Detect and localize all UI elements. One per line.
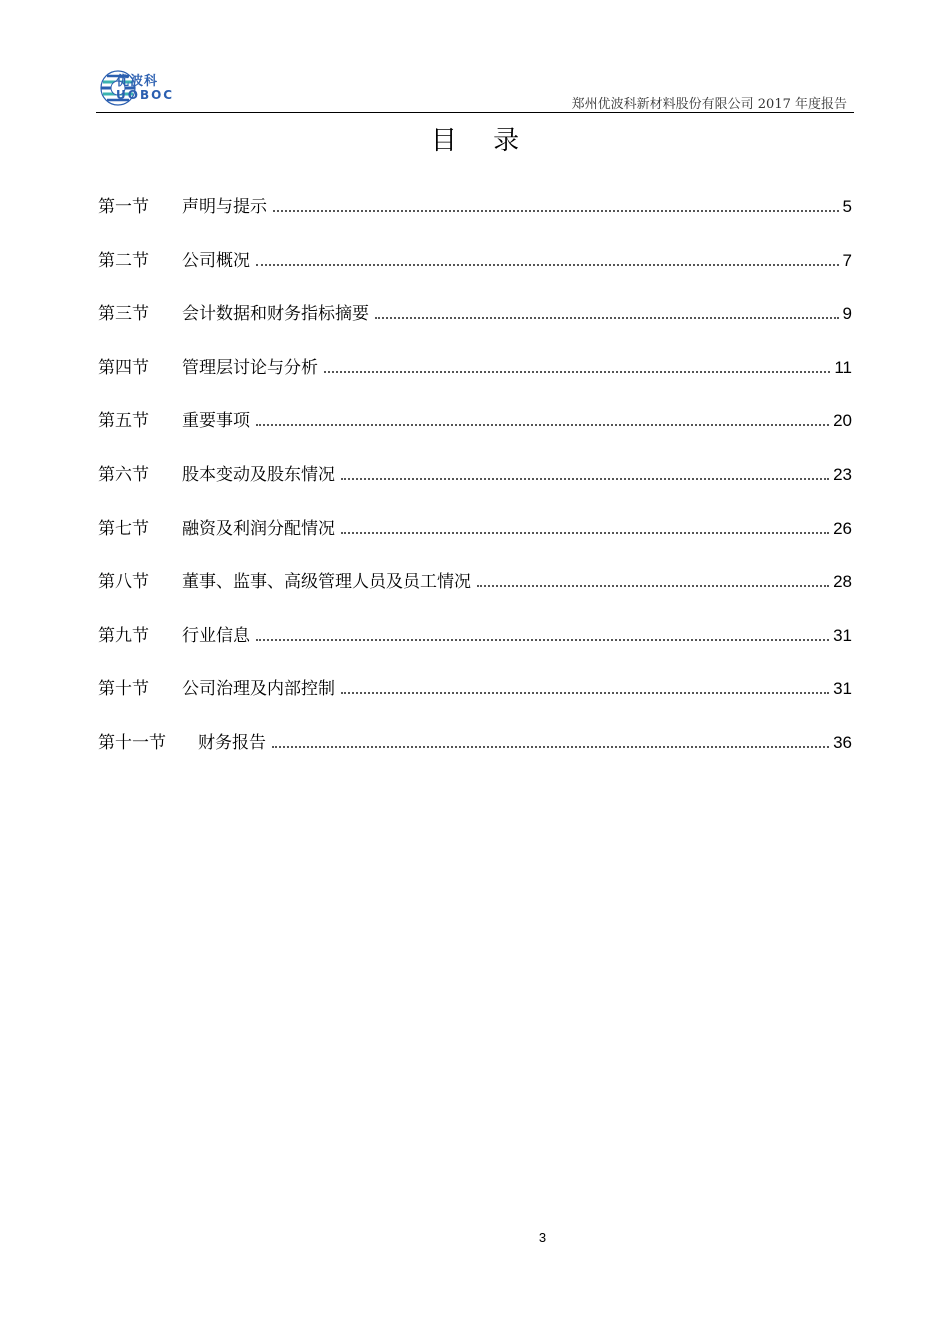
toc-entry[interactable] [98, 353, 852, 407]
toc-section-number: 第四节 [98, 357, 149, 378]
toc-page-number: 5 [842, 197, 852, 216]
toc-section-number: 第一节 [98, 197, 149, 217]
toc-section-number: 第五节 [98, 411, 149, 432]
footer-page-number: 3 [538, 1230, 547, 1245]
toc-entry[interactable] [98, 514, 852, 568]
header-divider [96, 112, 854, 113]
toc-entry[interactable] [98, 192, 852, 246]
toc-section-title: 公司治理及内部控制 [182, 679, 335, 700]
toc-page-number: 31 [833, 625, 852, 645]
toc-section-number: 第十节 [98, 679, 149, 700]
toc-leader-dots [273, 210, 839, 212]
toc-section-title: 重要事项 [182, 411, 250, 432]
toc-entry[interactable] [98, 621, 852, 675]
toc-page-number: 28 [833, 572, 852, 592]
toc-section-title: 董事、监事、高级管理人员及员工情况 [182, 572, 471, 593]
toc-entry[interactable] [98, 246, 852, 300]
logo-chinese-name: 优波科 [116, 74, 159, 89]
toc-page-number: 11 [834, 357, 852, 377]
toc-section-title: 声明与提示 [182, 197, 267, 217]
toc-leader-dots [341, 478, 829, 480]
toc-leader-dots [256, 424, 829, 426]
toc-leader-dots [341, 532, 829, 534]
toc-section-number: 第三节 [98, 304, 149, 325]
toc-section-title: 管理层讨论与分析 [182, 357, 318, 378]
toc-leader-dots [272, 746, 829, 748]
toc-entry[interactable] [98, 406, 852, 460]
toc-section-number: 第七节 [98, 518, 149, 539]
toc-page-number: 26 [833, 518, 852, 538]
toc-entry[interactable] [98, 674, 852, 728]
toc-leader-dots [324, 371, 830, 373]
toc-entry[interactable] [98, 299, 852, 353]
toc-page-number: 7 [842, 250, 852, 270]
toc-page-number: 9 [842, 304, 852, 324]
toc-entry[interactable] [98, 728, 852, 782]
toc-leader-dots [256, 264, 839, 266]
toc-section-number: 第八节 [98, 572, 149, 593]
logo-english-name: UOBOC [116, 88, 175, 102]
toc-leader-dots [375, 317, 839, 319]
toc-section-number: 第九节 [98, 625, 149, 646]
toc-leader-dots [477, 585, 829, 587]
toc-section-title: 行业信息 [182, 625, 250, 646]
report-header-title: 郑州优波科新材料股份有限公司 2017 年度报告 [571, 97, 847, 112]
toc-entry[interactable] [98, 567, 852, 621]
table-of-contents [98, 192, 852, 782]
toc-page-number: 20 [833, 411, 852, 431]
toc-page-number: 36 [833, 732, 852, 752]
toc-section-title: 公司概况 [182, 250, 250, 271]
toc-section-number: 第十一节 [98, 732, 166, 753]
toc-page-number: 31 [833, 679, 852, 699]
toc-section-title: 股本变动及股东情况 [182, 464, 335, 485]
toc-leader-dots [256, 639, 829, 641]
toc-page-number: 23 [833, 464, 852, 484]
toc-leader-dots [341, 692, 829, 694]
toc-section-title: 财务报告 [198, 732, 266, 753]
toc-heading: 目 录 [430, 126, 534, 156]
toc-section-number: 第六节 [98, 464, 149, 485]
toc-section-title: 融资及利润分配情况 [182, 518, 335, 539]
toc-section-title: 会计数据和财务指标摘要 [182, 304, 369, 325]
toc-entry[interactable] [98, 460, 852, 514]
toc-section-number: 第二节 [98, 250, 149, 271]
